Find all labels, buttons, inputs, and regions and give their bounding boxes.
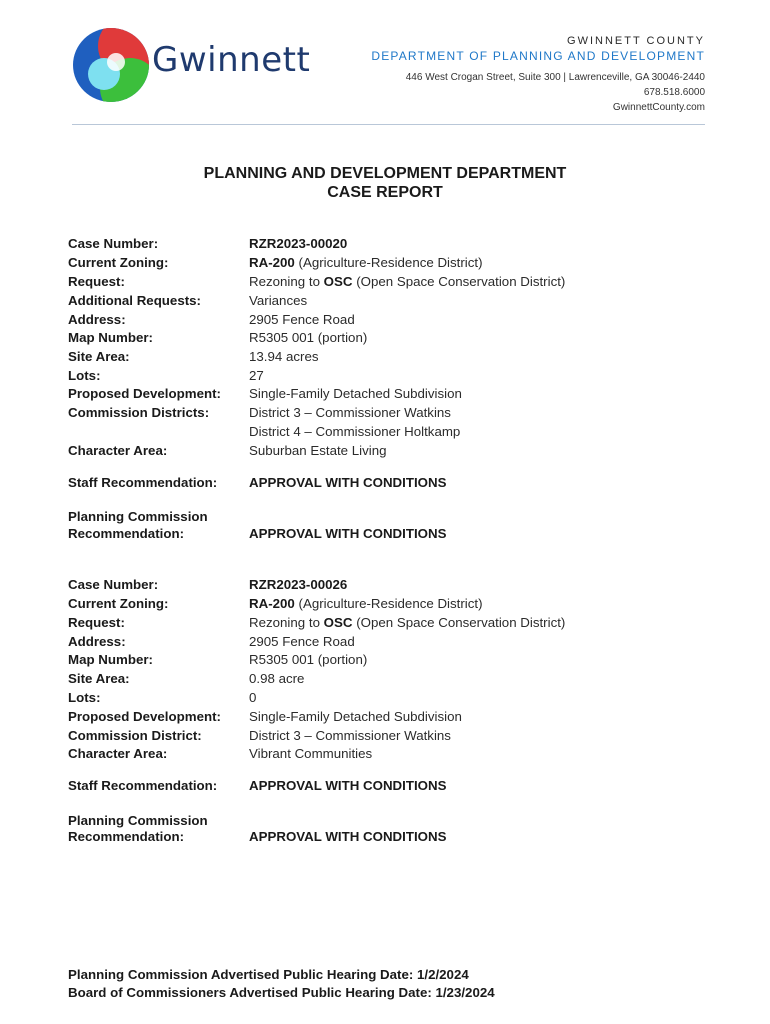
case2-address-label: Address: bbox=[68, 634, 126, 649]
case1-map-number-label: Map Number: bbox=[68, 330, 153, 345]
case1-lots-label: Lots: bbox=[68, 368, 101, 383]
case1-request-desc: (Open Space Conservation District) bbox=[352, 274, 566, 289]
department-name: DEPARTMENT OF PLANNING AND DEVELOPMENT bbox=[371, 49, 705, 63]
case1-character-area: Suburban Estate Living bbox=[249, 443, 387, 458]
case1-proposed-development: Single-Family Detached Subdivision bbox=[249, 386, 462, 401]
gwinnett-logo-icon bbox=[70, 26, 152, 104]
case1-pc-recommendation-label-1: Planning Commission bbox=[68, 509, 208, 524]
case2-pc-recommendation-label-2: Recommendation: bbox=[68, 829, 184, 844]
case2-request-prefix: Rezoning to bbox=[249, 615, 324, 630]
case1-additional-requests-label: Additional Requests: bbox=[68, 293, 201, 308]
case1-request-code: OSC bbox=[323, 274, 353, 289]
case1-character-area-label: Character Area: bbox=[68, 443, 168, 458]
case1-proposed-development-label: Proposed Development: bbox=[68, 386, 221, 401]
case1-pc-recommendation-label-2: Recommendation: bbox=[68, 526, 184, 541]
case1-additional-requests: Variances bbox=[249, 293, 308, 308]
case2-request-label: Request: bbox=[68, 615, 125, 630]
case1-staff-recommendation: APPROVAL WITH CONDITIONS bbox=[249, 475, 447, 490]
case1-district-1: District 3 – Commissioner Watkins bbox=[249, 405, 451, 420]
case2-pc-recommendation-label-1: Planning Commission bbox=[68, 813, 208, 828]
case1-pc-recommendation: APPROVAL WITH CONDITIONS bbox=[249, 526, 447, 541]
header-divider bbox=[72, 124, 705, 125]
case2-staff-recommendation-label: Staff Recommendation: bbox=[68, 778, 218, 793]
case1-address-label: Address: bbox=[68, 312, 126, 327]
case2-proposed-development-label: Proposed Development: bbox=[68, 709, 221, 724]
case2-map-number: R5305 001 (portion) bbox=[249, 652, 368, 667]
case1-request-prefix: Rezoning to bbox=[249, 274, 324, 289]
case2-case-number-label: Case Number: bbox=[68, 577, 159, 592]
case2-zoning-desc: (Agriculture-Residence District) bbox=[294, 596, 483, 611]
case1-staff-recommendation-label: Staff Recommendation: bbox=[68, 475, 218, 490]
case2-request-code: OSC bbox=[323, 615, 353, 630]
case2-lots-label: Lots: bbox=[68, 690, 101, 705]
boc-hearing-date: Board of Commissioners Advertised Public Hearing Date: 1/23/2024 bbox=[68, 985, 495, 1000]
case2-commission-district-label: Commission District: bbox=[68, 728, 202, 743]
case1-lots: 27 bbox=[249, 368, 264, 383]
case2-district: District 3 – Commissioner Watkins bbox=[249, 728, 451, 743]
case1-zoning-desc: (Agriculture-Residence District) bbox=[294, 255, 483, 270]
case2-zoning bbox=[249, 595, 483, 613]
case1-district-2: District 4 – Commissioner Holtkamp bbox=[249, 424, 461, 439]
case2-staff-recommendation: APPROVAL WITH CONDITIONS bbox=[249, 778, 447, 793]
case2-zoning-code: RA-200 bbox=[249, 596, 295, 611]
county-name: GWINNETT COUNTY bbox=[567, 35, 705, 47]
pc-hearing-date: Planning Commission Advertised Public Hearing Date: 1/2/2024 bbox=[68, 967, 469, 982]
case1-zoning-label: Current Zoning: bbox=[68, 255, 169, 270]
title-line-2: CASE REPORT bbox=[327, 184, 443, 201]
address-line: 446 West Crogan Street, Suite 300 | Lawrenceville, GA 30046-2440 bbox=[405, 72, 705, 83]
org-header bbox=[371, 34, 705, 115]
case2-site-area: 0.98 acre bbox=[249, 671, 305, 686]
case1-map-number: R5305 001 (portion) bbox=[249, 330, 368, 345]
brand-wordmark: Gwinnett bbox=[152, 40, 311, 80]
case1-request-label: Request: bbox=[68, 274, 125, 289]
case2-map-number-label: Map Number: bbox=[68, 652, 153, 667]
case1-zoning bbox=[249, 254, 483, 272]
phone-line: 678.518.6000 bbox=[643, 87, 705, 98]
case2-lots: 0 bbox=[249, 690, 257, 705]
case1-address: 2905 Fence Road bbox=[249, 312, 355, 327]
case2-request bbox=[249, 614, 565, 632]
case1-request bbox=[249, 273, 565, 291]
case2-proposed-development: Single-Family Detached Subdivision bbox=[249, 709, 462, 724]
case2-site-area-label: Site Area: bbox=[68, 671, 130, 686]
title-line-1: PLANNING AND DEVELOPMENT DEPARTMENT bbox=[203, 165, 567, 182]
case2-case-number: RZR2023-00026 bbox=[249, 577, 348, 592]
case2-pc-recommendation: APPROVAL WITH CONDITIONS bbox=[249, 829, 447, 844]
case1-zoning-code: RA-200 bbox=[249, 255, 295, 270]
case2-character-area: Vibrant Communities bbox=[249, 746, 373, 761]
case1-commission-districts-label: Commission Districts: bbox=[68, 405, 210, 420]
case2-request-desc: (Open Space Conservation District) bbox=[352, 615, 566, 630]
case2-zoning-label: Current Zoning: bbox=[68, 596, 169, 611]
website-line: GwinnettCounty.com bbox=[612, 102, 705, 113]
case1-site-area: 13.94 acres bbox=[249, 349, 319, 364]
case2-character-area-label: Character Area: bbox=[68, 746, 168, 761]
case2-address: 2905 Fence Road bbox=[249, 634, 355, 649]
case1-case-number-label: Case Number: bbox=[68, 236, 159, 251]
case1-case-number: RZR2023-00020 bbox=[249, 236, 348, 251]
page-title bbox=[0, 164, 770, 202]
case1-site-area-label: Site Area: bbox=[68, 349, 130, 364]
